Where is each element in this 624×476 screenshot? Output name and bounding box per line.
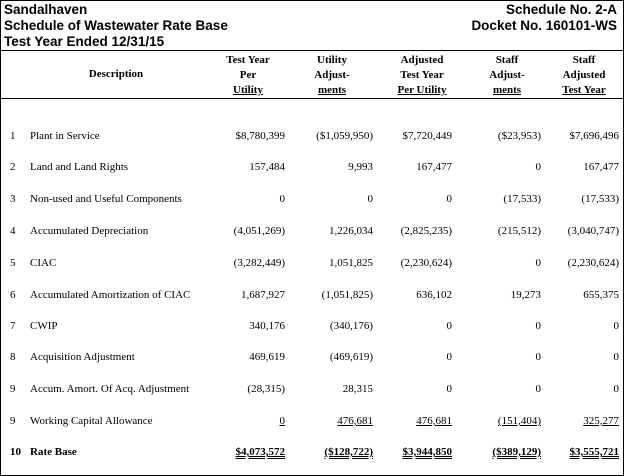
company-name: Sandalhaven (4, 2, 88, 17)
table-row: 1 Plant in Service $8,780,399 ($1,059,950) $7,720,449 ($23,953) $7,696,496 (10, 130, 619, 142)
table-row: 6 Accumulated Amortization of CIAC 1,687,927 (1,051,825) 636,102 19,273 655,375 (10, 289, 619, 301)
schedule-number: Schedule No. 2-A (505, 2, 617, 17)
header-top-rule (1, 50, 623, 51)
schedule-title: Schedule of Wastewater Rate Base (4, 18, 228, 33)
docket-number: Docket No. 160101-WS (471, 18, 617, 33)
table-row: 8 Acquisition Adjustment 469,619 (469,619) 0 0 0 (10, 351, 619, 363)
col-test-year-per-utility: Test Year Per Utility (226, 54, 270, 96)
table-row: 5 CIAC (3,282,449) 1,051,825 (2,230,624) 0 (2,230,624) (10, 257, 619, 269)
test-year-label: Test Year Ended 12/31/15 (4, 34, 165, 49)
table-row: 3 Non-used and Useful Components 0 0 0 (17,533) (17,533) (10, 193, 619, 205)
table-row-total: 10 Rate Base $4,073,572 ($128,722) $3,944,850 ($389,129) $3,555,721 (10, 446, 619, 458)
table-row: 9 Accum. Amort. Of Acq. Adjustment (28,315) 28,315 0 0 0 (10, 383, 619, 395)
table-row: 4 Accumulated Depreciation (4,051,269) 1,226,034 (2,825,235) (215,512) (3,040,747) (10, 225, 619, 237)
table-row: 7 CWIP 340,176 (340,176) 0 0 0 (10, 320, 619, 332)
col-description: Description (88, 68, 144, 80)
table-row: 9 Working Capital Allowance 0 476,681 476,681 (151,404) 325,277 (10, 415, 619, 427)
col-staff-adjusted-test-year: Staff Adjusted Test Year (562, 54, 606, 96)
col-adjusted-test-year: Adjusted Test Year Per Utility (397, 54, 447, 96)
header-bottom-rule (1, 98, 623, 99)
col-staff-adjustments: Staff Adjust- ments (489, 54, 525, 96)
col-utility-adjustments: Utility Adjust- ments (314, 54, 350, 96)
table-row: 2 Land and Land Rights 157,484 9,993 167,477 0 167,477 (10, 161, 619, 173)
